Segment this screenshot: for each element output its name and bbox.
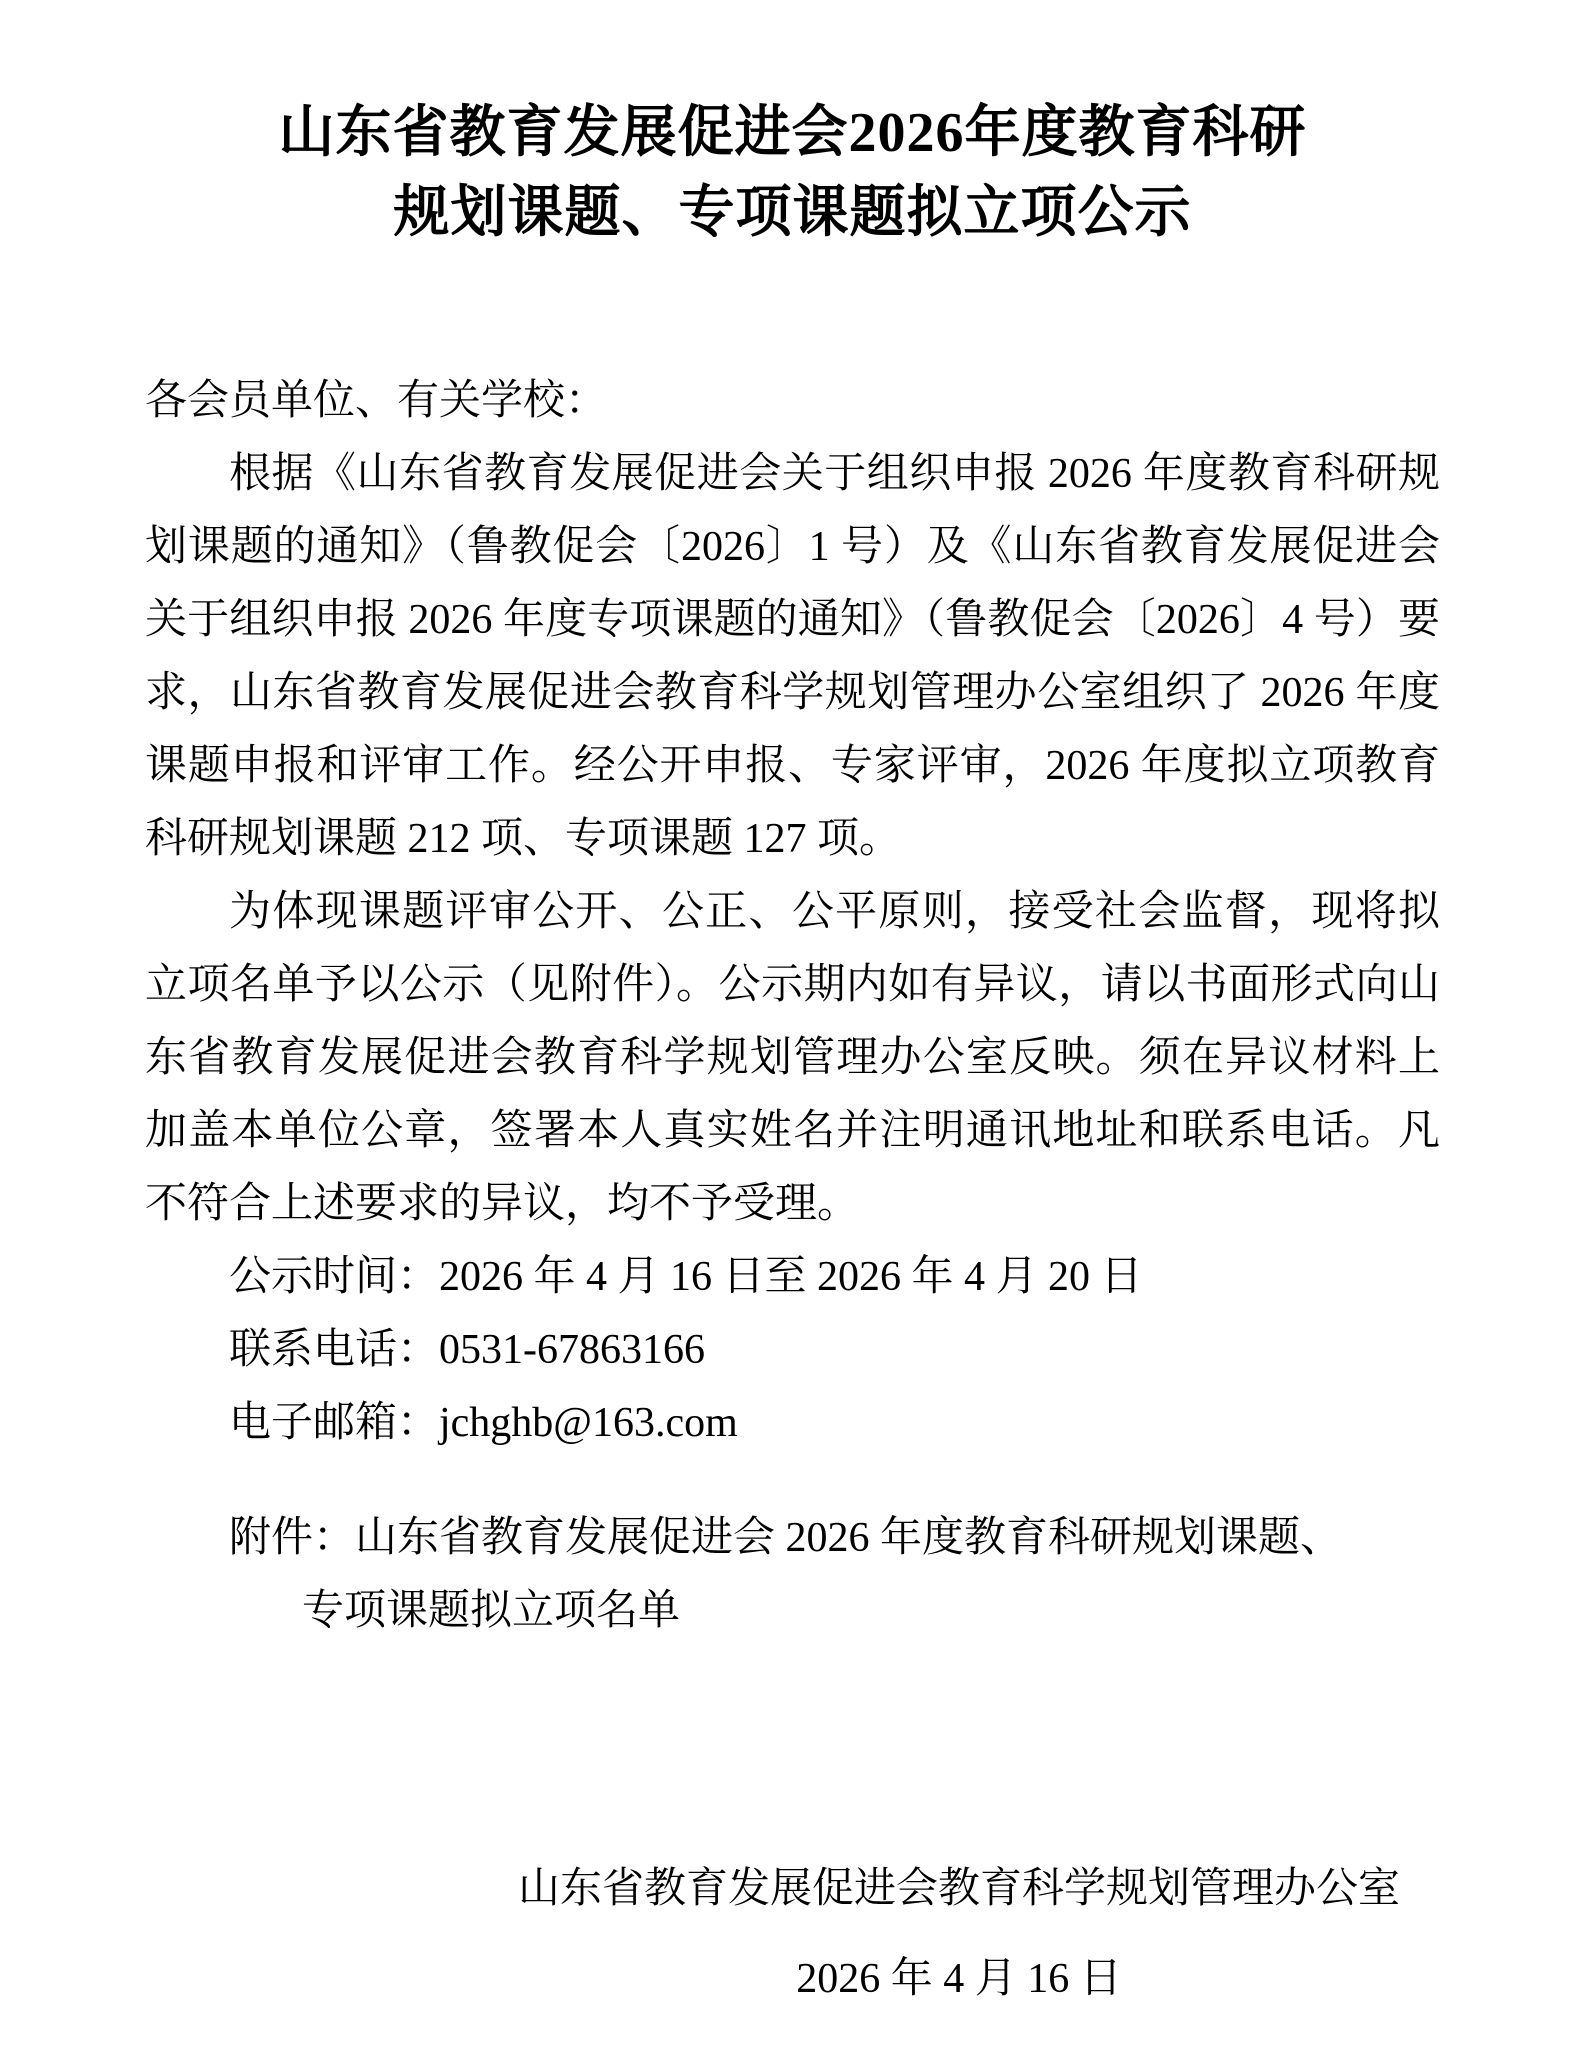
- attachment-line-2: 专项课题拟立项名单: [302, 1588, 681, 1635]
- contact-phone-line: 联系电话：0531-67863166: [229, 1327, 705, 1374]
- signature-organization: 山东省教育发展促进会教育科学规划管理办公室: [517, 1866, 1400, 1913]
- document-body: [145, 365, 1440, 2016]
- title-line-2: 规划课题、专项课题拟立项公示: [393, 181, 1192, 244]
- email-line: 电子邮箱：jchghb@163.com: [229, 1400, 738, 1447]
- publicity-period-line: 公示时间：2026 年 4 月 16 日至 2026 年 4 月 20 日: [229, 1254, 1143, 1301]
- title-line-1: 山东省教育发展促进会2026年度教育科研: [278, 102, 1307, 164]
- salutation: 各会员单位、有关学校：: [145, 378, 608, 425]
- paragraph-objection-rules: 为体现课题评审公开、公正、公平原则，接受社会监督，现将拟立项名单予以公示（见附件）。公示期内如有异议，请以书面形式向山东省教育发展促进会教育科学规划管理办公室反映。须在异议材料上加盖本单位公章，签署本人真实姓名并注明通讯地址和联系电话。凡不符合上述要求的异议，均不予受理。: [145, 889, 1440, 1228]
- document-title: [145, 94, 1440, 253]
- signature-section: [518, 1853, 1400, 2016]
- signature-date: 2026 年 4 月 16 日: [796, 1956, 1122, 2003]
- attachment-line-1: 附件：山东省教育发展促进会 2026 年度教育科研规划课题、: [229, 1515, 1343, 1562]
- attachment-section: [145, 1502, 1440, 1648]
- paragraph-basis: 根据《山东省教育发展促进会关于组织申报 2026 年度教育科研规划课题的通知》（鲁教促会〔2026〕1 号）及《山东省教育发展促进会关于组织申报 2026 年度专项课题的通知》（鲁教促会〔2026〕4 号）要求，山东省教育发展促进会教育科学规划管理办公室组织了 2026 年度课题申报和评审工作。经公开申报、专家评审，2026 年度拟立项教育科研规划课题 212 项、专项课题 127 项。: [145, 451, 1440, 863]
